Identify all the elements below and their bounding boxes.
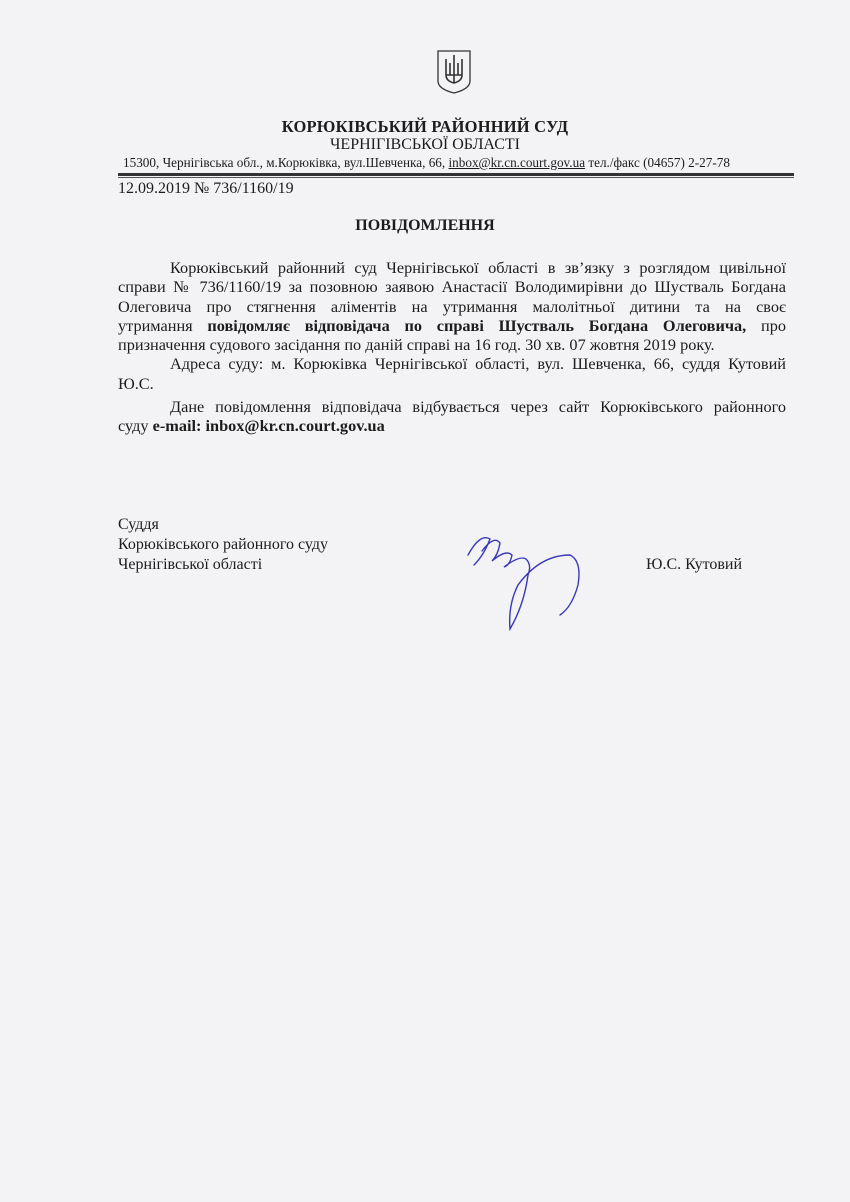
judge-court: Корюківського районного суду	[118, 536, 329, 553]
handwritten-signature	[460, 525, 590, 640]
judge-region: Чернігівської області	[118, 556, 263, 573]
address-text: 15300, Чернігівська обл., м.Корюківка, вул.Шевченка, 66,	[123, 155, 449, 170]
body-text: суду	[118, 416, 153, 436]
body-line: Олеговича про стягнення аліментів на утримання малолітньої дитини та на своє	[118, 296, 786, 316]
body-text: утримання	[118, 315, 208, 335]
body-bold-text: повідомляє відповідача по справі Шуствaль Богдана Олеговича,	[207, 315, 747, 335]
judge-title: Суддя	[118, 516, 159, 533]
notice-body	[118, 258, 786, 436]
body-line: Ю.С.	[118, 373, 154, 393]
body-line: Корюківський районний суд Чернігівської області в зв’язку з розглядом цивільної	[170, 258, 786, 277]
body-text: про	[746, 315, 786, 335]
notice-email: e-mail: inbox@kr.cn.court.gov.ua	[152, 416, 385, 436]
judge-title-block	[118, 515, 328, 575]
body-line: справи № 736/1160/19 за позовною заявою Анастасії Володимирівни до Шуствaль Богдана	[118, 277, 786, 297]
court-phone: тел./факс (04657) 2-27-78	[585, 155, 730, 170]
court-address	[123, 155, 787, 171]
date-number: 12.09.2019 № 736/1160/19	[118, 180, 294, 197]
document-title: ПОВІДОМЛЕННЯ	[355, 217, 495, 234]
body-line: Адреса суду: м. Корюківка Чернігівської області, вул. Шевченка, 66, суддя Кутовий	[170, 354, 786, 374]
header-rule-thin	[118, 177, 794, 178]
body-line: призначення судового засідання по даній справі на 16 год. 30 хв. 07 жовтня 2019 року.	[118, 335, 715, 355]
coat-of-arms-icon	[436, 49, 472, 100]
judge-name: Ю.С. Кутовий	[646, 556, 743, 573]
court-email-link[interactable]: inbox@kr.cn.court.gov.ua	[448, 155, 586, 170]
court-name: КОРЮКІВСЬКИЙ РАЙОННИЙ СУД	[281, 117, 569, 136]
court-region: ЧЕРНІГІВСЬКОЇ ОБЛАСТІ	[330, 136, 520, 153]
body-line	[118, 416, 786, 435]
body-line: Дане повідомлення відповідача відбувається через сайт Корюківського районного	[170, 397, 786, 417]
body-line	[118, 316, 786, 335]
header-rule	[118, 173, 794, 176]
